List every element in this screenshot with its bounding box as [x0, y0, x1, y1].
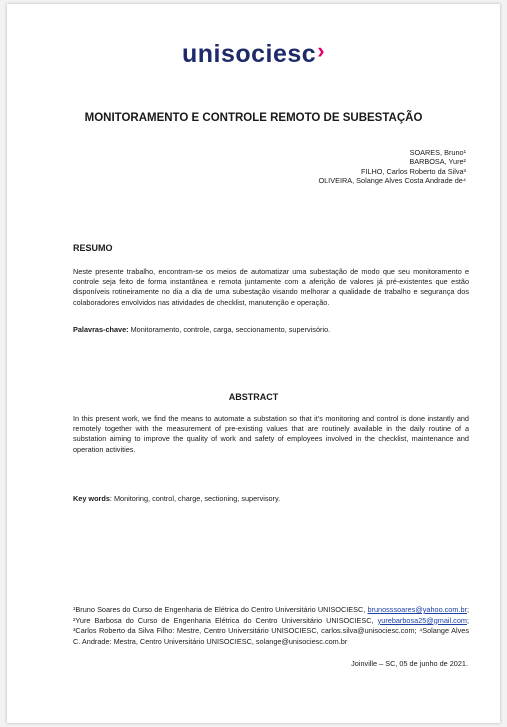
abstract-body: In this present work, we find the means to automate a substation so that it's monitoring and control is done instantly and remotely together with the measurement of pre-existing values that are routinely available in the daily routine of a substation aiming to improve the quality of work and safety of employees involved in the checklist, maintenance and operation activities. [73, 414, 469, 454]
logo-chevron-icon: › [317, 38, 326, 63]
footnote-part-2: ; ²Yure Barbosa do Curso de Engenharia Elétrica do Centro Universitário UNISOCIESC, [73, 605, 469, 625]
abstract-heading: ABSTRACT [228, 392, 279, 402]
email-link-yure[interactable]: yurebarbosa25@gmail.com [377, 615, 467, 625]
footnote [73, 605, 469, 647]
keywords-label: Palavras-chave: [73, 325, 129, 334]
author-4: OLIVEIRA, Solange Alves Costa Andrade de⁴ [318, 176, 466, 186]
keywords-value-en: : Monitoring, control, charge, sectioning, supervisory. [109, 494, 281, 503]
email-link-bruno[interactable]: brunosssoares@yahoo.com.br [367, 605, 467, 614]
document-page [7, 4, 500, 723]
footnote-part-3: ; ³Carlos Roberto da Silva Filho: Mestre, Centro Universitário UNISOCIESC, carlos.silva@unisociesc.com; ⁴Solange Alves C. Andrade: Mestra, Centro Universitário UNISOCIESC, solange@unisociesc.com.br [73, 615, 469, 646]
footnote-part-1: ¹Bruno Soares do Curso de Engenharia de Elétrica do Centro Universitário UNISOCIESC, [73, 605, 368, 614]
place-date: Joinville – SC, 05 de junho de 2021. [351, 659, 468, 668]
abstract-keywords [73, 494, 280, 503]
keywords-value: Monitoramento, controle, carga, seccionamento, supervisório. [128, 325, 331, 334]
unisociesc-logo [7, 40, 500, 69]
resumo-keywords [73, 325, 330, 334]
resumo-body: Neste presente trabalho, encontram-se os meios de automatizar uma subestação de modo que seu monitoramento e controle seja feito de forma instantânea e remota juntamente com a aferição de valores já pré-existentes que estão disponíveis rotineiramente no dia a dia de uma subestação visando melhorar a qualidade de trabalho e segurança dos colaboradores envolvidos nas atividades de checklist, manutenção e operação. [73, 267, 469, 307]
author-1: SOARES, Bruno¹ [409, 148, 466, 157]
paper-title: MONITORAMENTO E CONTROLE REMOTO DE SUBESTAÇÃO [84, 112, 423, 124]
resumo-heading: RESUMO [73, 243, 113, 253]
author-2: BARBOSA, Yure² [409, 157, 466, 167]
author-list [318, 148, 466, 186]
author-3: FILHO, Carlos Roberto da Silva³ [360, 166, 466, 176]
keywords-label-en: Key words [73, 494, 110, 503]
logo-text: unisociesc [181, 40, 317, 68]
